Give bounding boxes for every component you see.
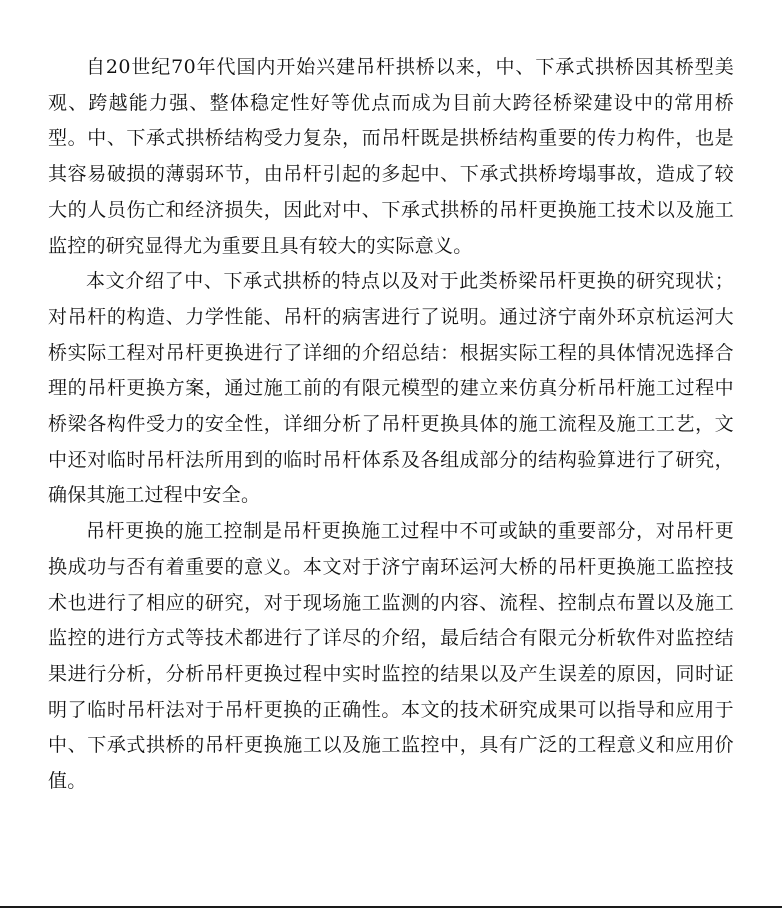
abstract-body (48, 50, 734, 800)
page-bottom-rule (0, 906, 782, 908)
paragraph-2: 本文介绍了中、下承式拱桥的特点以及对于此类桥梁吊杆更换的研究现状；对吊杆的构造、力学性能、吊杆的病害进行了说明。通过济宁南外环京杭运河大桥实际工程对吊杆更换进行了详细的介绍总结：根据实际工程的具体情况选择合理的吊杆更换方案，通过施工前的有限元模型的建立来仿真分析吊杆施工过程中桥梁各构件受力的安全性，详细分析了吊杆更换具体的施工流程及施工工艺，文中还对临时吊杆法所用到的临时吊杆体系及各组成部分的结构验算进行了研究，确保其施工过程中安全。 (48, 270, 734, 507)
paragraph-1: 自20世纪70年代国内开始兴建吊杆拱桥以来，中、下承式拱桥因其桥型美观、跨越能力强、整体稳定性好等优点而成为目前大跨径桥梁建设中的常用桥型。中、下承式拱桥结构受力复杂，而吊杆既是拱桥结构重要的传力构件，也是其容易破损的薄弱环节，由吊杆引起的多起中、下承式拱桥垮塌事故，造成了较大的人员伤亡和经济损失，因此对中、下承式拱桥的吊杆更换施工技术以及施工监控的研究显得尤为重要且具有较大的实际意义。 (48, 56, 734, 257)
paragraph-3: 吊杆更换的施工控制是吊杆更换施工过程中不可或缺的重要部分，对吊杆更换成功与否有着重要的意义。本文对于济宁南环运河大桥的吊杆更换施工监控技术也进行了相应的研究，对于现场施工监测的内容、流程、控制点布置以及施工监控的进行方式等技术都进行了详尽的介绍，最后结合有限元分析软件对监控结果进行分析，分析吊杆更换过程中实时监控的结果以及产生误差的原因，同时证明了临时吊杆法对于吊杆更换的正确性。本文的技术研究成果可以指导和应用于中、下承式拱桥的吊杆更换施工以及施工监控中，具有广泛的工程意义和应用价值。 (48, 520, 734, 793)
